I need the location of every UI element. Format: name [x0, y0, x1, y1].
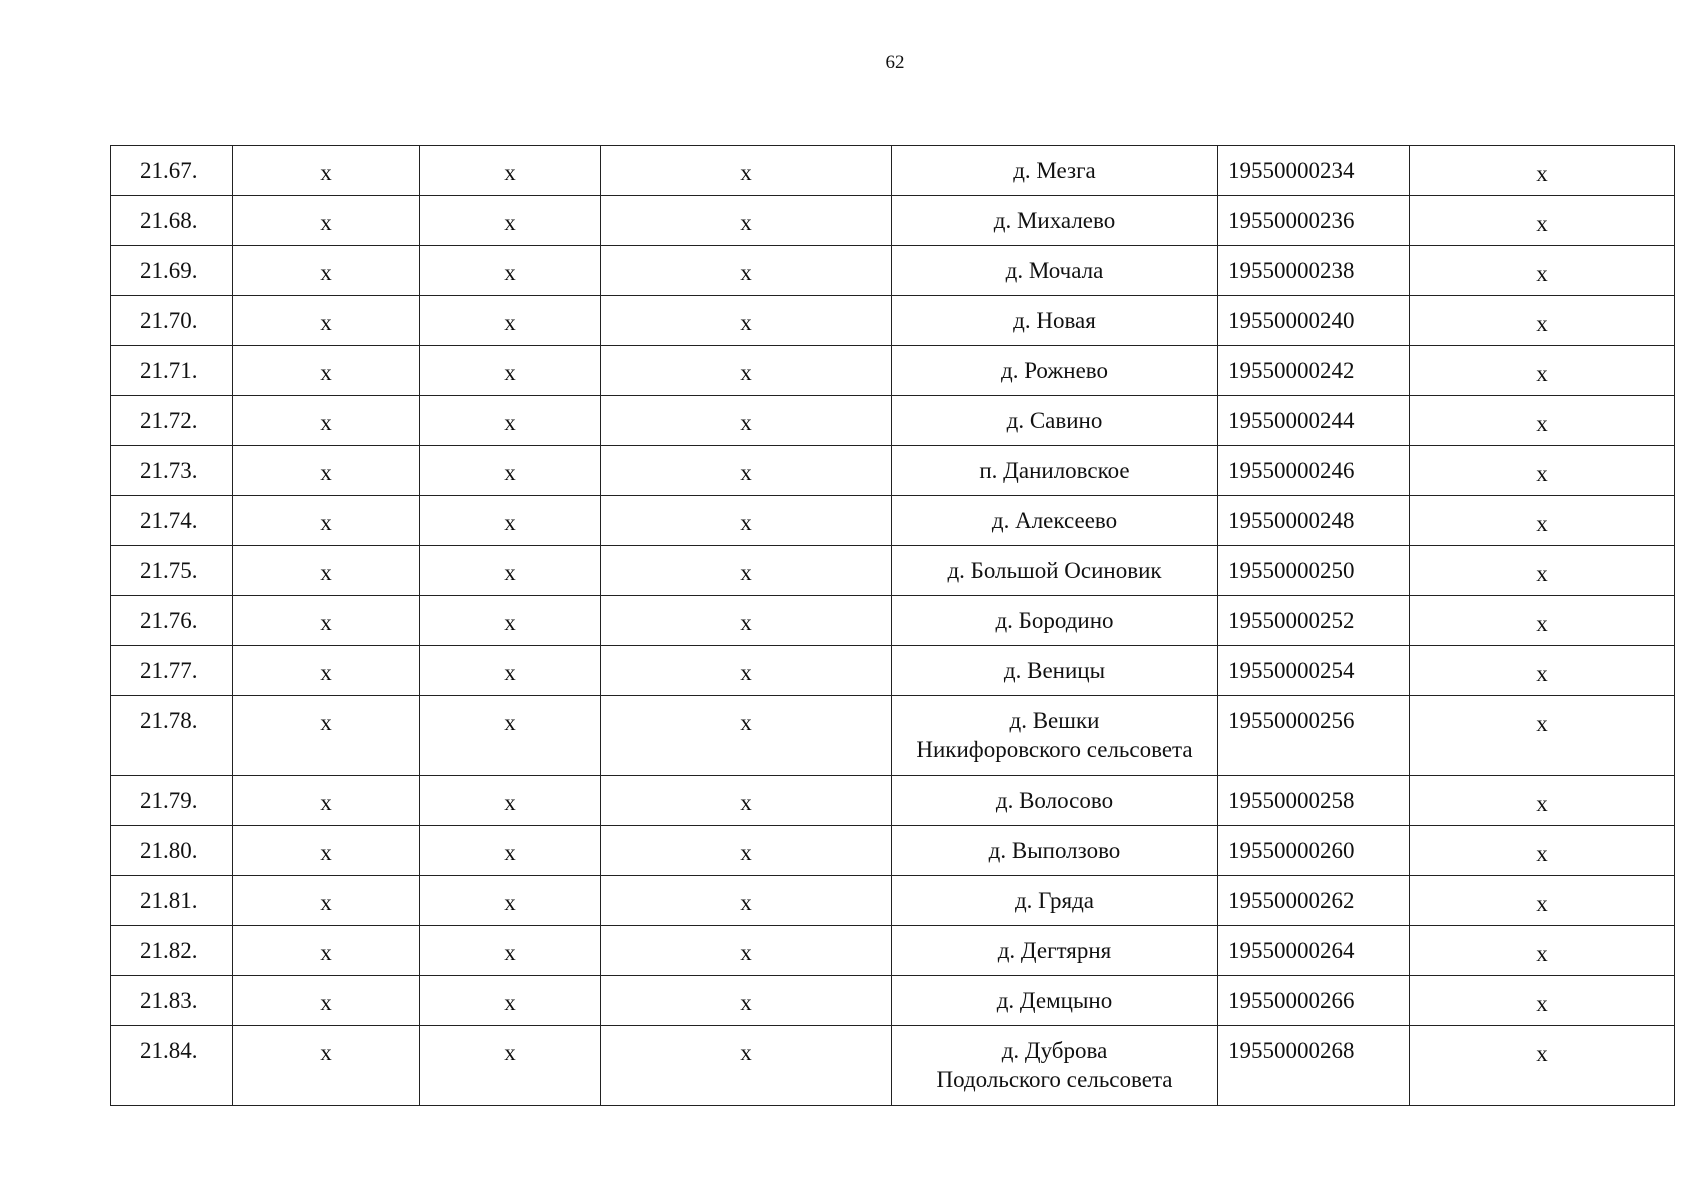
settlement-name-subtitle: Подольского сельсовета [936, 1067, 1173, 1092]
column-7-cell-text: x [1536, 261, 1548, 286]
column-7-cell-text: x [1536, 991, 1548, 1016]
column-3-cell [601, 346, 892, 396]
column-7-cell [1410, 1026, 1675, 1106]
column-2-cell-text: x [504, 840, 516, 865]
settlement-code-cell-text: 19550000252 [1228, 608, 1355, 633]
column-2-cell [420, 496, 601, 546]
settlement-code-cell [1218, 826, 1410, 876]
settlement-name-cell [892, 296, 1218, 346]
column-1-cell-text: x [320, 510, 332, 535]
column-1-cell-text: x [320, 890, 332, 915]
row-number-cell-text: 21.82. [140, 938, 198, 963]
column-1-cell [233, 646, 420, 696]
table-row [111, 496, 1675, 546]
table-row [111, 396, 1675, 446]
settlement-code-cell [1218, 146, 1410, 196]
row-number-cell-text: 21.84. [140, 1038, 198, 1063]
settlement-code-cell [1218, 696, 1410, 776]
column-2-cell [420, 976, 601, 1026]
column-1-cell-text: x [320, 790, 332, 815]
settlement-code-cell-text: 19550000248 [1228, 508, 1355, 533]
column-7-cell [1410, 446, 1675, 496]
row-number-cell-text: 21.67. [140, 158, 198, 183]
column-2-cell-text: x [504, 940, 516, 965]
column-1-cell [233, 596, 420, 646]
column-2-cell [420, 646, 601, 696]
row-number-cell [111, 696, 233, 776]
row-number-cell [111, 346, 233, 396]
row-number-cell-text: 21.70. [140, 308, 198, 333]
settlement-code-cell-text: 19550000266 [1228, 988, 1355, 1013]
settlement-name-cell-text: д. Мочала [1005, 258, 1104, 283]
column-3-cell-text: x [740, 260, 752, 285]
column-7-cell [1410, 196, 1675, 246]
settlement-name-cell-text: д. Дуброва [1001, 1038, 1108, 1063]
column-7-cell [1410, 876, 1675, 926]
settlement-name-cell-text: д. Большой Осиновик [947, 558, 1162, 583]
column-3-cell-text: x [740, 310, 752, 335]
column-2-cell [420, 346, 601, 396]
column-7-cell-text: x [1536, 211, 1548, 236]
column-3-cell-text: x [740, 790, 752, 815]
column-2-cell [420, 246, 601, 296]
table-row [111, 826, 1675, 876]
settlement-code-cell [1218, 296, 1410, 346]
settlement-code-cell [1218, 196, 1410, 246]
column-1-cell-text: x [320, 260, 332, 285]
row-number-cell-text: 21.75. [140, 558, 198, 583]
settlement-code-cell [1218, 396, 1410, 446]
column-3-cell [601, 196, 892, 246]
column-2-cell-text: x [504, 660, 516, 685]
settlement-name-cell [892, 446, 1218, 496]
column-7-cell [1410, 646, 1675, 696]
row-number-cell-text: 21.72. [140, 408, 198, 433]
settlement-name-cell [892, 396, 1218, 446]
settlement-name-cell [892, 196, 1218, 246]
column-1-cell-text: x [320, 360, 332, 385]
column-7-cell [1410, 546, 1675, 596]
table-row [111, 346, 1675, 396]
settlement-name-cell-text: д. Волосово [995, 788, 1114, 813]
column-1-cell [233, 446, 420, 496]
column-7-cell [1410, 926, 1675, 976]
column-1-cell-text: x [320, 460, 332, 485]
row-number-cell-text: 21.80. [140, 838, 198, 863]
settlement-code-cell-text: 19550000242 [1228, 358, 1355, 383]
column-1-cell-text: x [320, 210, 332, 235]
column-2-cell-text: x [504, 310, 516, 335]
table-row [111, 876, 1675, 926]
column-7-cell-text: x [1536, 411, 1548, 436]
column-1-cell-text: x [320, 310, 332, 335]
column-3-cell-text: x [740, 360, 752, 385]
column-2-cell [420, 876, 601, 926]
settlement-name-cell [892, 596, 1218, 646]
column-2-cell-text: x [504, 990, 516, 1015]
settlement-name-cell-text: д. Демцыно [996, 988, 1113, 1013]
row-number-cell-text: 21.74. [140, 508, 198, 533]
row-number-cell [111, 876, 233, 926]
settlement-name-subtitle: Никифоровского сельсовета [916, 737, 1193, 762]
column-2-cell-text: x [504, 360, 516, 385]
column-3-cell [601, 696, 892, 776]
column-3-cell-text: x [740, 610, 752, 635]
settlement-name-cell [892, 496, 1218, 546]
row-number-cell [111, 976, 233, 1026]
column-3-cell [601, 546, 892, 596]
settlement-name-cell-text: д. Савино [1006, 408, 1103, 433]
column-7-cell-text: x [1536, 941, 1548, 966]
settlement-name-cell [892, 776, 1218, 826]
settlement-code-cell-text: 19550000254 [1228, 658, 1355, 683]
settlement-name-cell-text: д. Михалево [993, 208, 1116, 233]
row-number-cell-text: 21.73. [140, 458, 198, 483]
column-2-cell-text: x [504, 460, 516, 485]
column-7-cell-text: x [1536, 1041, 1548, 1066]
settlement-name-cell-text: д. Алексеево [991, 508, 1118, 533]
column-2-cell [420, 1026, 601, 1106]
column-1-cell-text: x [320, 610, 332, 635]
column-7-cell [1410, 826, 1675, 876]
table-row [111, 146, 1675, 196]
settlement-code-cell [1218, 346, 1410, 396]
row-number-cell [111, 826, 233, 876]
settlement-name-cell [892, 246, 1218, 296]
table-row [111, 596, 1675, 646]
column-1-cell-text: x [320, 560, 332, 585]
row-number-cell-text: 21.77. [140, 658, 198, 683]
settlement-name-cell [892, 876, 1218, 926]
settlement-code-cell-text: 19550000250 [1228, 558, 1355, 583]
column-7-cell-text: x [1536, 841, 1548, 866]
column-2-cell-text: x [504, 610, 516, 635]
settlement-name-cell [892, 696, 1218, 776]
settlement-code-cell [1218, 776, 1410, 826]
settlement-code-cell [1218, 876, 1410, 926]
column-3-cell [601, 776, 892, 826]
settlement-code-cell-text: 19550000234 [1228, 158, 1355, 183]
column-2-cell [420, 776, 601, 826]
settlement-name-cell-text: д. Новая [1013, 308, 1096, 333]
column-2-cell [420, 446, 601, 496]
table-row [111, 776, 1675, 826]
table-row [111, 646, 1675, 696]
settlement-code-cell [1218, 1026, 1410, 1106]
column-1-cell-text: x [320, 990, 332, 1015]
settlement-name-cell [892, 146, 1218, 196]
column-2-cell-text: x [504, 710, 516, 735]
settlement-code-cell [1218, 496, 1410, 546]
column-7-cell-text: x [1536, 611, 1548, 636]
column-7-cell-text: x [1536, 461, 1548, 486]
column-3-cell-text: x [740, 210, 752, 235]
column-1-cell [233, 246, 420, 296]
row-number-cell [111, 546, 233, 596]
column-3-cell [601, 246, 892, 296]
settlement-code-cell-text: 19550000262 [1228, 888, 1355, 913]
column-3-cell-text: x [740, 410, 752, 435]
table-row [111, 696, 1675, 776]
row-number-cell-text: 21.68. [140, 208, 198, 233]
settlement-code-cell-text: 19550000256 [1228, 708, 1355, 733]
settlement-name-cell-text: д. Бородино [995, 608, 1114, 633]
settlement-name-cell [892, 346, 1218, 396]
table-row [111, 926, 1675, 976]
column-3-cell [601, 496, 892, 546]
table-row [111, 976, 1675, 1026]
column-1-cell [233, 196, 420, 246]
column-3-cell [601, 926, 892, 976]
settlement-name-cell [892, 546, 1218, 596]
column-1-cell-text: x [320, 660, 332, 685]
settlement-name-cell-text: д. Веницы [1003, 658, 1106, 683]
settlement-code-cell-text: 19550000236 [1228, 208, 1355, 233]
column-1-cell [233, 396, 420, 446]
column-2-cell-text: x [504, 160, 516, 185]
table-row [111, 296, 1675, 346]
row-number-cell-text: 21.78. [140, 708, 198, 733]
column-7-cell [1410, 496, 1675, 546]
column-1-cell [233, 496, 420, 546]
column-1-cell-text: x [320, 410, 332, 435]
column-3-cell [601, 876, 892, 926]
column-7-cell-text: x [1536, 561, 1548, 586]
column-7-cell-text: x [1536, 661, 1548, 686]
column-7-cell [1410, 396, 1675, 446]
settlement-code-cell-text: 19550000238 [1228, 258, 1355, 283]
table-row [111, 196, 1675, 246]
settlement-name-cell-text: д. Дегтярня [997, 938, 1112, 963]
settlement-code-cell [1218, 596, 1410, 646]
column-2-cell-text: x [504, 790, 516, 815]
settlement-name-cell [892, 926, 1218, 976]
row-number-cell-text: 21.76. [140, 608, 198, 633]
column-2-cell-text: x [504, 210, 516, 235]
column-3-cell-text: x [740, 710, 752, 735]
settlement-code-cell [1218, 446, 1410, 496]
column-3-cell-text: x [740, 460, 752, 485]
row-number-cell [111, 196, 233, 246]
page-number: 62 [885, 52, 905, 73]
row-number-cell-text: 21.83. [140, 988, 198, 1013]
row-number-cell [111, 246, 233, 296]
settlement-name-cell [892, 646, 1218, 696]
table-row [111, 546, 1675, 596]
column-3-cell-text: x [740, 990, 752, 1015]
column-2-cell [420, 596, 601, 646]
column-1-cell [233, 926, 420, 976]
column-2-cell [420, 296, 601, 346]
settlement-name-cell-text: д. Рожнево [1001, 358, 1108, 383]
column-1-cell-text: x [320, 1040, 332, 1065]
row-number-cell-text: 21.79. [140, 788, 198, 813]
column-1-cell [233, 976, 420, 1026]
row-number-cell [111, 146, 233, 196]
column-3-cell [601, 1026, 892, 1106]
settlement-name-cell-text: д. Выползово [988, 838, 1121, 863]
column-3-cell [601, 826, 892, 876]
column-7-cell-text: x [1536, 711, 1548, 736]
column-1-cell [233, 296, 420, 346]
settlement-code-cell-text: 19550000246 [1228, 458, 1355, 483]
column-2-cell-text: x [504, 260, 516, 285]
settlement-code-cell-text: 19550000260 [1228, 838, 1355, 863]
row-number-cell [111, 446, 233, 496]
column-2-cell [420, 696, 601, 776]
column-1-cell [233, 876, 420, 926]
column-3-cell [601, 396, 892, 446]
column-1-cell [233, 826, 420, 876]
column-7-cell [1410, 696, 1675, 776]
settlement-code-cell-text: 19550000240 [1228, 308, 1355, 333]
column-2-cell [420, 146, 601, 196]
row-number-cell [111, 1026, 233, 1106]
column-3-cell [601, 146, 892, 196]
column-3-cell-text: x [740, 660, 752, 685]
column-1-cell-text: x [320, 940, 332, 965]
column-3-cell-text: x [740, 560, 752, 585]
column-1-cell [233, 346, 420, 396]
column-1-cell [233, 546, 420, 596]
column-2-cell-text: x [504, 560, 516, 585]
column-3-cell-text: x [740, 510, 752, 535]
settlement-code-cell-text: 19550000258 [1228, 788, 1355, 813]
column-1-cell [233, 696, 420, 776]
table-row [111, 1026, 1675, 1106]
row-number-cell [111, 396, 233, 446]
settlement-code-cell [1218, 246, 1410, 296]
row-number-cell [111, 646, 233, 696]
settlement-code-cell [1218, 926, 1410, 976]
column-2-cell [420, 826, 601, 876]
column-3-cell-text: x [740, 890, 752, 915]
column-3-cell-text: x [740, 1040, 752, 1065]
column-7-cell [1410, 346, 1675, 396]
settlement-code-cell [1218, 976, 1410, 1026]
column-2-cell-text: x [504, 510, 516, 535]
column-7-cell [1410, 596, 1675, 646]
column-1-cell [233, 776, 420, 826]
column-3-cell-text: x [740, 840, 752, 865]
column-7-cell-text: x [1536, 161, 1548, 186]
row-number-cell [111, 496, 233, 546]
row-number-cell-text: 21.69. [140, 258, 198, 283]
settlement-code-cell [1218, 546, 1410, 596]
column-1-cell-text: x [320, 160, 332, 185]
column-7-cell-text: x [1536, 361, 1548, 386]
column-7-cell [1410, 146, 1675, 196]
column-7-cell-text: x [1536, 891, 1548, 916]
column-2-cell-text: x [504, 890, 516, 915]
settlement-name-cell-text: д. Вешки [1009, 708, 1100, 733]
column-7-cell [1410, 776, 1675, 826]
row-number-cell [111, 296, 233, 346]
column-2-cell-text: x [504, 1040, 516, 1065]
row-number-cell-text: 21.71. [140, 358, 198, 383]
column-1-cell-text: x [320, 710, 332, 735]
settlement-code-cell-text: 19550000244 [1228, 408, 1355, 433]
settlement-name-cell [892, 826, 1218, 876]
column-7-cell [1410, 296, 1675, 346]
column-7-cell-text: x [1536, 791, 1548, 816]
column-7-cell [1410, 246, 1675, 296]
column-3-cell [601, 646, 892, 696]
column-1-cell [233, 1026, 420, 1106]
table-row [111, 446, 1675, 496]
column-1-cell [233, 146, 420, 196]
row-number-cell [111, 596, 233, 646]
column-2-cell [420, 196, 601, 246]
column-2-cell-text: x [504, 410, 516, 435]
column-2-cell [420, 546, 601, 596]
settlement-name-cell [892, 1026, 1218, 1106]
column-7-cell-text: x [1536, 311, 1548, 336]
settlement-code-cell [1218, 646, 1410, 696]
row-number-cell [111, 776, 233, 826]
settlement-name-cell [892, 976, 1218, 1026]
table-row [111, 246, 1675, 296]
settlement-code-cell-text: 19550000264 [1228, 938, 1355, 963]
column-3-cell-text: x [740, 160, 752, 185]
settlement-name-cell-text: д. Гряда [1014, 888, 1095, 913]
column-3-cell [601, 596, 892, 646]
column-3-cell [601, 446, 892, 496]
settlements-table [110, 145, 1675, 1106]
column-2-cell [420, 926, 601, 976]
settlement-name-cell-text: п. Даниловское [979, 458, 1130, 483]
column-3-cell-text: x [740, 940, 752, 965]
column-3-cell [601, 296, 892, 346]
row-number-cell-text: 21.81. [140, 888, 198, 913]
column-7-cell [1410, 976, 1675, 1026]
column-3-cell [601, 976, 892, 1026]
settlement-name-cell-text: д. Мезга [1013, 158, 1096, 183]
column-1-cell-text: x [320, 840, 332, 865]
column-2-cell [420, 396, 601, 446]
column-7-cell-text: x [1536, 511, 1548, 536]
row-number-cell [111, 926, 233, 976]
settlement-code-cell-text: 19550000268 [1228, 1038, 1355, 1063]
